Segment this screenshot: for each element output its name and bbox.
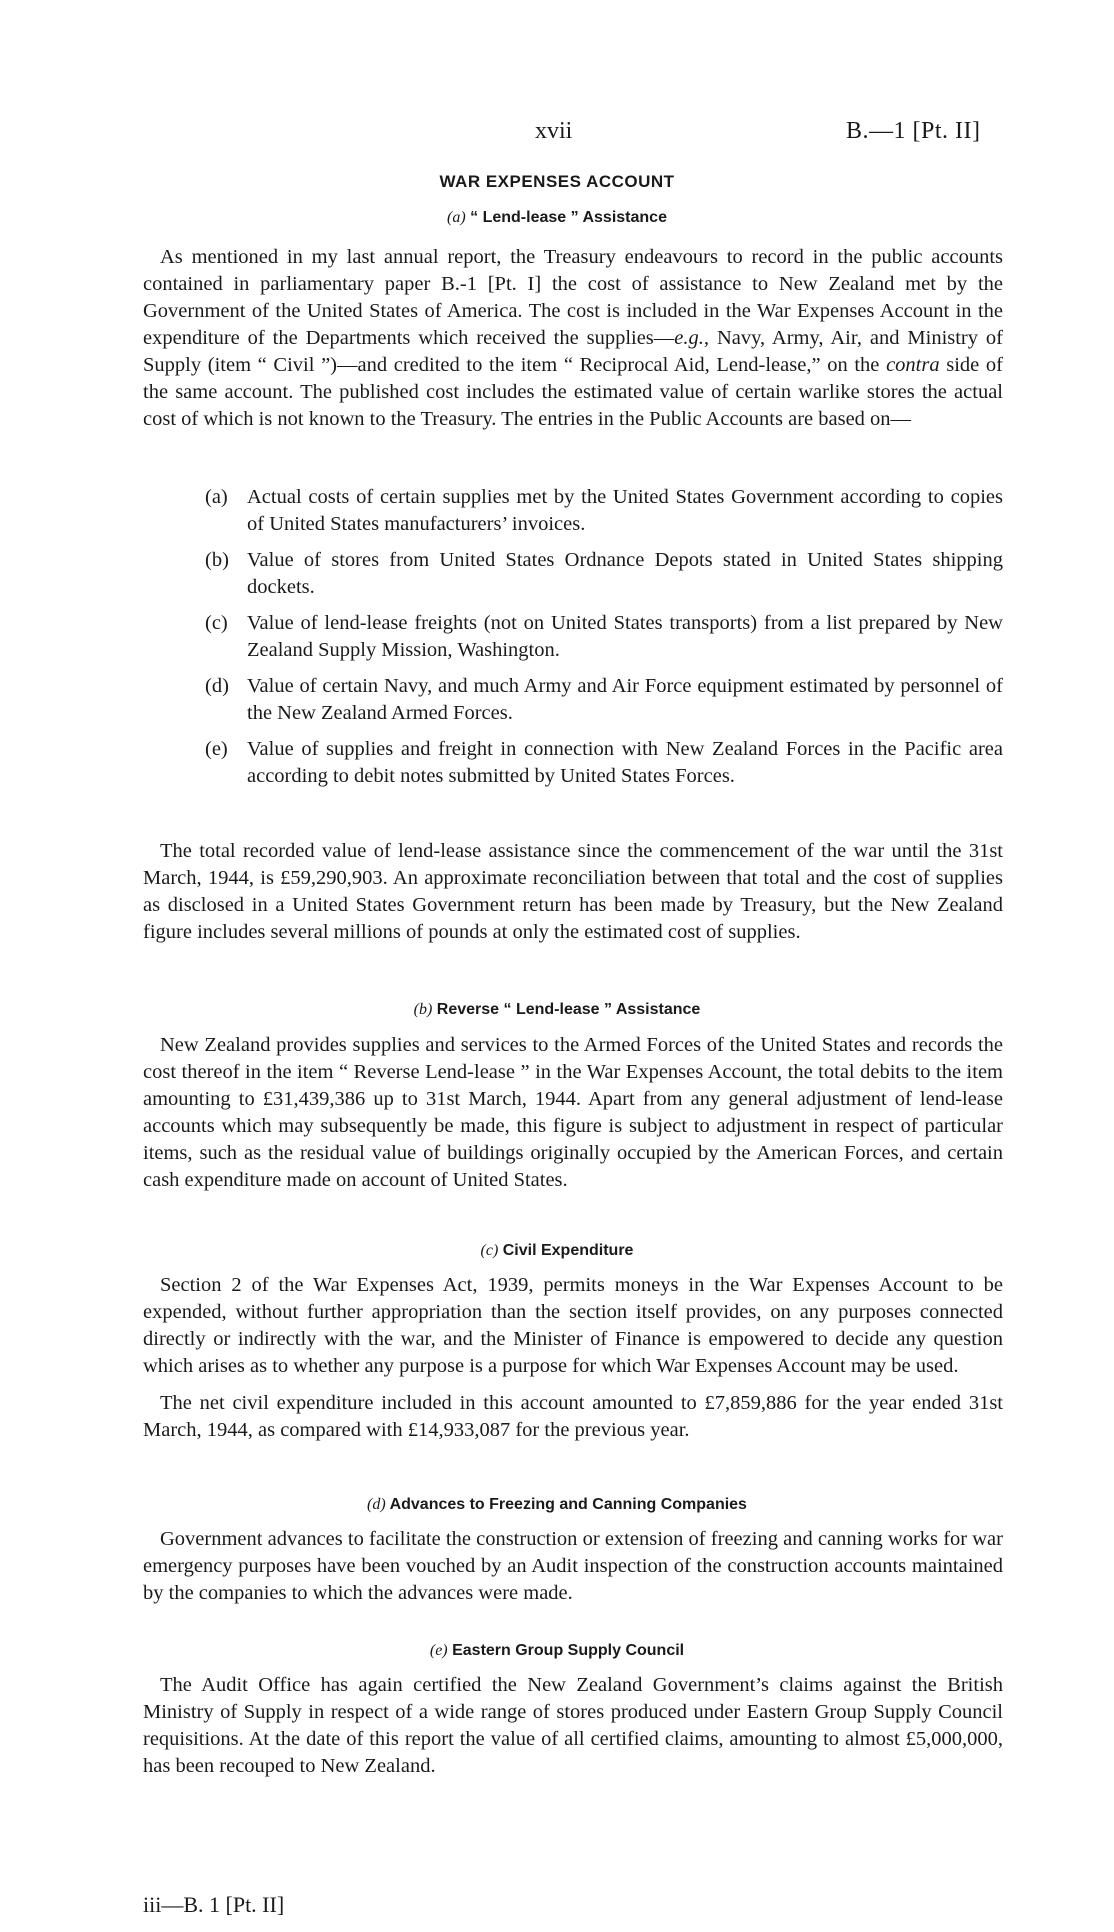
section-c-heading <box>0 1242 1114 1260</box>
section-c-body <box>143 1272 1003 1444</box>
section-a-marker: (a) <box>447 209 466 226</box>
section-b-heading <box>0 1001 1114 1019</box>
section-b-body <box>143 1032 1003 1194</box>
section-c-title: Civil Expenditure <box>502 1242 634 1259</box>
list-item <box>205 673 1003 727</box>
section-e-heading <box>0 1642 1114 1660</box>
list-item <box>205 547 1003 601</box>
list-item-label: (c) <box>205 612 228 634</box>
page-title: WAR EXPENSES ACCOUNT <box>439 172 675 191</box>
list-item-label: (e) <box>205 738 228 760</box>
section-a-closing <box>143 838 1003 946</box>
list-item <box>205 736 1003 790</box>
section-d-marker: (d) <box>367 1496 386 1513</box>
document-reference: B.—1 [Pt. II] <box>846 118 981 144</box>
section-c-paragraph-1: Section 2 of the War Expenses Act, 1939, permits moneys in the War Expenses Account to be expended, without further appropriation than the section itself provides, on any purposes connected directly or indirectly with the war, and the Minister of Finance is empowered to decide any question which arises as to whether any purpose is a purpose for which War Expenses Account may be used. <box>143 1274 1003 1377</box>
signature-mark: iii—B. 1 [Pt. II] <box>143 1892 285 1917</box>
page-number: xvii <box>535 118 573 144</box>
list-item <box>205 610 1003 664</box>
section-a-intro <box>143 244 1003 433</box>
section-a-closing-paragraph: The total recorded value of lend-lease assistance since the commencement of the war until the 31st March, 1944, is £59,290,903. An approximate reconciliation between that total and the cost of supplies as disclosed in a United States Government return has been made by Treasury, but the New Zealand figure includes several millions of pounds at only the estimated cost of supplies. <box>143 840 1003 943</box>
list-item-text: Value of supplies and freight in connection with New Zealand Forces in the Pacific area according to debit notes submitted by United States Forces. <box>247 738 1003 787</box>
section-b-marker: (b) <box>413 1001 433 1018</box>
section-d-heading <box>0 1496 1114 1514</box>
section-a-title: “ Lend-lease ” Assistance <box>470 209 667 226</box>
list-item-label: (b) <box>205 549 229 571</box>
section-b-title: Reverse “ Lend-lease ” Assistance <box>436 1001 701 1018</box>
section-c-marker: (c) <box>480 1242 499 1259</box>
section-d-body <box>143 1526 1003 1607</box>
list-item-label: (d) <box>205 675 229 697</box>
section-a-intro-paragraph: As mentioned in my last annual report, the Treasury endeavours to record in the public accounts contained in parliamentary paper B.-1 [Pt. I] the cost of assistance to New Zealand met by the Government of the United States of America. The cost is included in the War Expenses Account in the expenditure of the Departments which received the supplies—e.g., Navy, Army, Air, and Ministry of Supply (item “ Civil ”)—and credited to the item “ Reciprocal Aid, Lend-lease,” on the contra side of the same account. The published cost includes the estimated value of certain warlike stores the actual cost of which is not known to the Treasury. The entries in the Public Accounts are based on— <box>143 246 1003 430</box>
section-b-paragraph: New Zealand provides supplies and services to the Armed Forces of the United States and records the cost thereof in the item “ Reverse Lend-lease ” in the War Expenses Account, the total debits to the item amounting to £31,439,386 up to 31st March, 1944. Apart from any general adjustment of lend-lease accounts which may subsequently be made, this figure is subject to adjustment in respect of particular items, such as the residual value of buildings originally occupied by the American Forces, and certain cash expenditure made on account of United States. <box>143 1034 1003 1191</box>
list-item-text: Value of stores from United States Ordnance Depots stated in United States shipping dockets. <box>247 549 1003 598</box>
list-item-text: Actual costs of certain supplies met by the United States Government according to copies of United States manufacturers’ invoices. <box>247 486 1003 535</box>
section-c-paragraph-2: The net civil expenditure included in this account amounted to £7,859,886 for the year ended 31st March, 1944, as compared with £14,933,087 for the previous year. <box>143 1392 1003 1441</box>
section-d-title: Advances to Freezing and Canning Companies <box>389 1496 747 1513</box>
section-e-paragraph: The Audit Office has again certified the New Zealand Government’s claims against the British Ministry of Supply in respect of a wide range of stores produced under Eastern Group Supply Council requisitions. At the date of this report the value of all certified claims, amounting to almost £5,000,000, has been recouped to New Zealand. <box>143 1674 1003 1777</box>
section-a-heading <box>0 209 1114 227</box>
section-e-marker: (e) <box>429 1642 448 1659</box>
list-item-text: Value of lend-lease freights (not on United States transports) from a list prepared by New Zealand Supply Mission, Washington. <box>247 612 1003 661</box>
list-item-label: (a) <box>205 486 228 508</box>
section-d-paragraph: Government advances to facilitate the construction or extension of freezing and canning works for war emergency purposes have been vouched by an Audit inspection of the construction accounts maintained by the companies to which the advances were made. <box>143 1528 1003 1604</box>
section-e-body <box>143 1672 1003 1780</box>
list-item <box>205 484 1003 538</box>
section-e-title: Eastern Group Supply Council <box>452 1642 685 1659</box>
section-a-list <box>205 484 1003 799</box>
list-item-text: Value of certain Navy, and much Army and Air Force equipment estimated by personnel of the New Zealand Armed Forces. <box>247 675 1003 724</box>
